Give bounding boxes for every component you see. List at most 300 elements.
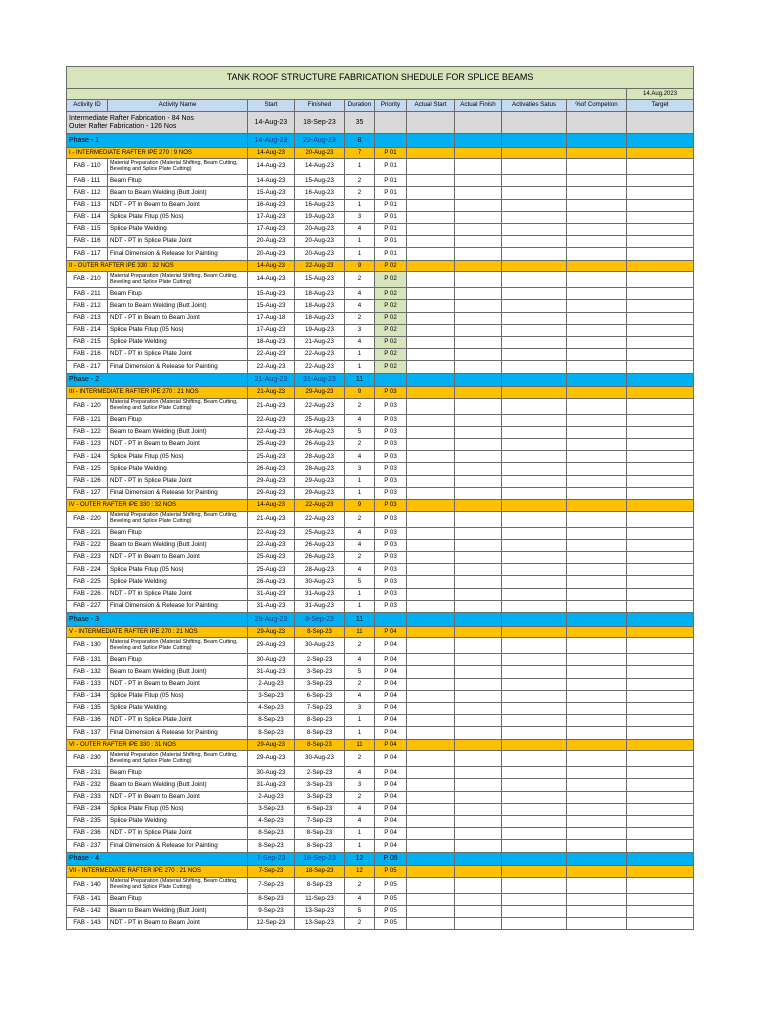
actual-start-cell [407, 426, 455, 438]
activity-start: 2-Aug-23 [248, 678, 295, 690]
activity-duration: 1 [345, 361, 375, 373]
activity-status-cell [502, 387, 567, 399]
activity-id: FAB - 231 [67, 767, 108, 779]
phase-row [67, 373, 694, 387]
activity-id: FAB - 123 [67, 439, 108, 451]
activity-row [67, 600, 694, 612]
target-cell [627, 539, 694, 551]
activity-start: 9-Sep-23 [248, 905, 295, 917]
header-actual-start: Actual Start [407, 100, 455, 112]
activity-row [67, 175, 694, 187]
activity-priority: P 04 [375, 828, 407, 840]
completion-cell [567, 791, 627, 803]
actual-finish-cell [455, 828, 502, 840]
actual-finish-cell [455, 678, 502, 690]
target-cell [627, 414, 694, 426]
actual-finish-cell [455, 398, 502, 414]
actual-finish-cell [455, 349, 502, 361]
activity-priority: P 04 [375, 779, 407, 791]
target-cell [627, 638, 694, 654]
activity-priority: P 05 [375, 877, 407, 893]
phase-priority [375, 613, 407, 627]
activity-finish: 30-Aug-23 [295, 751, 345, 767]
actual-finish-cell [455, 199, 502, 211]
activity-name: Beam Fitup [108, 288, 248, 300]
actual-start-cell [407, 626, 455, 638]
activity-row [67, 564, 694, 576]
actual-start-cell [407, 678, 455, 690]
completion-cell [567, 715, 627, 727]
activity-id: FAB - 134 [67, 690, 108, 702]
target-cell [627, 159, 694, 175]
activity-duration: 2 [345, 638, 375, 654]
activity-status-cell [502, 361, 567, 373]
activity-row [67, 288, 694, 300]
activity-name: NDT - PT in Splice Plate Joint [108, 349, 248, 361]
completion-cell [567, 626, 627, 638]
actual-start-cell [407, 324, 455, 336]
activity-duration: 1 [345, 715, 375, 727]
activity-status-cell [502, 349, 567, 361]
activity-priority: P 05 [375, 918, 407, 930]
target-cell [627, 511, 694, 527]
completion-cell [567, 475, 627, 487]
summary-line-2: Outer Rafter Fabrication - 126 Nos [69, 122, 177, 130]
actual-finish-cell [455, 187, 502, 199]
activity-status-cell [502, 779, 567, 791]
actual-finish-cell [455, 527, 502, 539]
activity-status-cell [502, 866, 567, 878]
activity-name: Beam Fitup [108, 654, 248, 666]
activity-row [67, 475, 694, 487]
target-cell [627, 500, 694, 512]
target-cell [627, 588, 694, 600]
actual-start-cell [407, 803, 455, 815]
actual-start-cell [407, 500, 455, 512]
completion-cell [567, 463, 627, 475]
group-priority: P 04 [375, 739, 407, 751]
actual-finish-cell [455, 511, 502, 527]
activity-row [67, 552, 694, 564]
activity-status-cell [502, 727, 567, 739]
activity-row [67, 779, 694, 791]
activity-start: 25-Aug-23 [248, 439, 295, 451]
activity-row [67, 361, 694, 373]
activity-priority: P 02 [375, 361, 407, 373]
activity-duration: 4 [345, 654, 375, 666]
actual-start-cell [407, 600, 455, 612]
completion-cell [567, 751, 627, 767]
activity-status-cell [502, 426, 567, 438]
group-priority: P 03 [375, 387, 407, 399]
phase-start: 29-Aug-23 [248, 613, 295, 627]
activity-duration: 2 [345, 877, 375, 893]
activity-finish: 30-Aug-23 [295, 576, 345, 588]
activity-priority: P 01 [375, 223, 407, 235]
activity-name: Beam Fitup [108, 527, 248, 539]
activity-row [67, 638, 694, 654]
activity-status-cell [502, 552, 567, 564]
activity-duration: 4 [345, 539, 375, 551]
target-cell [627, 439, 694, 451]
actual-start-cell [407, 828, 455, 840]
summary-cell [627, 112, 694, 134]
activity-finish: 18-Aug-23 [295, 288, 345, 300]
activity-priority: P 01 [375, 236, 407, 248]
activity-status-cell [502, 248, 567, 260]
activity-id: FAB - 230 [67, 751, 108, 767]
activity-name: Splice Plate Fitup (05 Nos) [108, 211, 248, 223]
activity-row [67, 527, 694, 539]
activity-finish: 8-Sep-23 [295, 727, 345, 739]
activity-status-cell [502, 199, 567, 211]
activity-name: Material Preparation (Material Shifting, Beam Cutting, Beveling and Splice Plate Cutting) [108, 272, 248, 288]
completion-cell [567, 613, 627, 627]
activity-status-cell [502, 626, 567, 638]
activity-priority: P 04 [375, 767, 407, 779]
target-cell [627, 727, 694, 739]
actual-start-cell [407, 387, 455, 399]
actual-finish-cell [455, 134, 502, 148]
activity-priority: P 02 [375, 324, 407, 336]
activity-priority: P 04 [375, 791, 407, 803]
completion-cell [567, 815, 627, 827]
activity-id: FAB - 135 [67, 702, 108, 714]
actual-finish-cell [455, 312, 502, 324]
activity-start: 12-Sep-23 [248, 918, 295, 930]
actual-start-cell [407, 767, 455, 779]
activity-start: 30-Aug-23 [248, 767, 295, 779]
actual-finish-cell [455, 852, 502, 866]
completion-cell [567, 552, 627, 564]
activity-id: FAB - 115 [67, 223, 108, 235]
group-duration: 11 [345, 739, 375, 751]
date-spacer [67, 89, 627, 100]
activity-duration: 5 [345, 905, 375, 917]
activity-id: FAB - 125 [67, 463, 108, 475]
activity-priority: P 02 [375, 336, 407, 348]
target-cell [627, 828, 694, 840]
activity-finish: 3-Sep-23 [295, 678, 345, 690]
actual-start-cell [407, 211, 455, 223]
activity-status-cell [502, 613, 567, 627]
activity-start: 2-Aug-23 [248, 791, 295, 803]
activity-name: Beam to Beam Welding (Butt Joint) [108, 905, 248, 917]
activity-row [67, 324, 694, 336]
activity-start: 22-Aug-23 [248, 349, 295, 361]
activity-id: FAB - 127 [67, 487, 108, 499]
activity-start: 21-Aug-23 [248, 398, 295, 414]
header-target: Target [627, 100, 694, 112]
activity-priority: P 04 [375, 715, 407, 727]
activity-duration: 3 [345, 324, 375, 336]
activity-finish: 31-Aug-23 [295, 588, 345, 600]
header-duration: Duration [345, 100, 375, 112]
activity-priority: P 02 [375, 349, 407, 361]
activity-duration: 4 [345, 893, 375, 905]
activity-name: Splice Plate Fitup (05 Nos) [108, 564, 248, 576]
actual-finish-cell [455, 387, 502, 399]
completion-cell [567, 840, 627, 852]
target-cell [627, 815, 694, 827]
activity-name: Beam Fitup [108, 175, 248, 187]
target-cell [627, 451, 694, 463]
activity-name: Final Dimension & Release for Painting [108, 487, 248, 499]
activity-row [67, 349, 694, 361]
activity-name: Beam to Beam Welding (Butt Joint) [108, 539, 248, 551]
completion-cell [567, 398, 627, 414]
activity-duration: 1 [345, 159, 375, 175]
activity-finish: 28-Aug-23 [295, 451, 345, 463]
target-cell [627, 260, 694, 272]
activity-duration: 4 [345, 300, 375, 312]
actual-finish-cell [455, 336, 502, 348]
activity-priority: P 03 [375, 588, 407, 600]
activity-finish: 26-Aug-23 [295, 552, 345, 564]
activity-name: NDT - PT in Beam to Beam Joint [108, 312, 248, 324]
activity-id: FAB - 233 [67, 791, 108, 803]
actual-finish-cell [455, 918, 502, 930]
activity-priority: P 03 [375, 451, 407, 463]
actual-finish-cell [455, 727, 502, 739]
completion-cell [567, 414, 627, 426]
actual-start-cell [407, 300, 455, 312]
activity-name: Splice Plate Welding [108, 702, 248, 714]
activity-priority: P 04 [375, 727, 407, 739]
activity-row [67, 211, 694, 223]
activity-priority: P 03 [375, 576, 407, 588]
actual-finish-cell [455, 439, 502, 451]
actual-start-cell [407, 791, 455, 803]
actual-start-cell [407, 414, 455, 426]
completion-cell [567, 387, 627, 399]
group-start: 14-Aug-23 [248, 260, 295, 272]
activity-finish: 26-Aug-23 [295, 426, 345, 438]
phase-duration: 11 [345, 613, 375, 627]
activity-status-cell [502, 373, 567, 387]
date-row [67, 89, 694, 100]
actual-start-cell [407, 654, 455, 666]
summary-start: 14-Aug-23 [248, 112, 295, 134]
completion-cell [567, 564, 627, 576]
actual-finish-cell [455, 211, 502, 223]
activity-finish: 22-Aug-23 [295, 511, 345, 527]
actual-start-cell [407, 727, 455, 739]
actual-start-cell [407, 487, 455, 499]
activity-row [67, 398, 694, 414]
activity-start: 29-Aug-23 [248, 475, 295, 487]
actual-finish-cell [455, 779, 502, 791]
completion-cell [567, 638, 627, 654]
completion-cell [567, 767, 627, 779]
activity-duration: 1 [345, 199, 375, 211]
activity-duration: 4 [345, 803, 375, 815]
group-duration: 9 [345, 387, 375, 399]
target-cell [627, 300, 694, 312]
activity-row [67, 791, 694, 803]
activity-status-cell [502, 877, 567, 893]
header-row [67, 100, 694, 112]
target-cell [627, 272, 694, 288]
group-start: 7-Sep-23 [248, 866, 295, 878]
activity-id: FAB - 236 [67, 828, 108, 840]
activity-duration: 1 [345, 349, 375, 361]
summary-finish: 18-Sep-23 [295, 112, 345, 134]
activity-finish: 8-Sep-23 [295, 715, 345, 727]
group-duration: 12 [345, 866, 375, 878]
activity-priority: P 03 [375, 487, 407, 499]
actual-start-cell [407, 511, 455, 527]
activity-duration: 2 [345, 175, 375, 187]
activity-duration: 1 [345, 828, 375, 840]
activity-id: FAB - 143 [67, 918, 108, 930]
activity-finish: 22-Aug-23 [295, 349, 345, 361]
activity-id: FAB - 216 [67, 349, 108, 361]
actual-start-cell [407, 739, 455, 751]
activity-duration: 2 [345, 751, 375, 767]
activity-priority: P 03 [375, 398, 407, 414]
activity-name: Splice Plate Welding [108, 223, 248, 235]
activity-id: FAB - 111 [67, 175, 108, 187]
activity-duration: 3 [345, 702, 375, 714]
activity-priority: P 01 [375, 248, 407, 260]
activity-priority: P 03 [375, 600, 407, 612]
actual-finish-cell [455, 791, 502, 803]
activity-id: FAB - 117 [67, 248, 108, 260]
actual-start-cell [407, 877, 455, 893]
activity-id: FAB - 126 [67, 475, 108, 487]
actual-start-cell [407, 260, 455, 272]
activity-status-cell [502, 236, 567, 248]
actual-start-cell [407, 666, 455, 678]
activity-row [67, 223, 694, 235]
actual-start-cell [407, 349, 455, 361]
activity-start: 16-Aug-23 [248, 199, 295, 211]
activity-start: 17-Aug-23 [248, 223, 295, 235]
activity-priority: P 04 [375, 815, 407, 827]
activity-start: 17-Aug-18 [248, 312, 295, 324]
activity-duration: 2 [345, 552, 375, 564]
activity-status-cell [502, 463, 567, 475]
activity-id: FAB - 120 [67, 398, 108, 414]
activity-start: 31-Aug-23 [248, 588, 295, 600]
activity-finish: 25-Aug-23 [295, 414, 345, 426]
completion-cell [567, 539, 627, 551]
activity-duration: 1 [345, 236, 375, 248]
activity-id: FAB - 235 [67, 815, 108, 827]
activity-duration: 2 [345, 187, 375, 199]
activity-status-cell [502, 654, 567, 666]
activity-priority: P 04 [375, 690, 407, 702]
activity-status-cell [502, 564, 567, 576]
activity-start: 8-Sep-23 [248, 727, 295, 739]
phase-name: Phase - 2 [67, 373, 248, 387]
activity-start: 20-Aug-23 [248, 248, 295, 260]
actual-finish-cell [455, 300, 502, 312]
activity-finish: 6-Sep-23 [295, 690, 345, 702]
activity-priority: P 03 [375, 475, 407, 487]
activity-row [67, 840, 694, 852]
activity-status-cell [502, 690, 567, 702]
activity-status-cell [502, 815, 567, 827]
group-name: I - INTERMEDIATE RAFTER IPE 270 : 9 NOS [67, 147, 248, 159]
target-cell [627, 349, 694, 361]
completion-cell [567, 312, 627, 324]
activity-id: FAB - 124 [67, 451, 108, 463]
actual-finish-cell [455, 147, 502, 159]
activity-duration: 1 [345, 840, 375, 852]
activity-id: FAB - 224 [67, 564, 108, 576]
activity-duration: 4 [345, 336, 375, 348]
activity-status-cell [502, 272, 567, 288]
activity-status-cell [502, 147, 567, 159]
activity-duration: 1 [345, 588, 375, 600]
target-cell [627, 564, 694, 576]
activity-name: Splice Plate Welding [108, 463, 248, 475]
activity-id: FAB - 130 [67, 638, 108, 654]
activity-status-cell [502, 223, 567, 235]
activity-id: FAB - 131 [67, 654, 108, 666]
activity-status-cell [502, 739, 567, 751]
completion-cell [567, 272, 627, 288]
target-cell [627, 475, 694, 487]
actual-start-cell [407, 638, 455, 654]
activity-id: FAB - 132 [67, 666, 108, 678]
activity-duration: 5 [345, 666, 375, 678]
activity-status-cell [502, 439, 567, 451]
completion-cell [567, 300, 627, 312]
activity-start: 22-Aug-23 [248, 539, 295, 551]
target-cell [627, 373, 694, 387]
activity-priority: P 04 [375, 803, 407, 815]
activity-finish: 20-Aug-23 [295, 248, 345, 260]
activity-start: 8-Sep-23 [248, 893, 295, 905]
phase-priority [375, 373, 407, 387]
completion-cell [567, 487, 627, 499]
activity-priority: P 04 [375, 638, 407, 654]
activity-status-cell [502, 638, 567, 654]
activity-start: 18-Aug-23 [248, 336, 295, 348]
summary-cell [567, 112, 627, 134]
activity-start: 25-Aug-23 [248, 451, 295, 463]
activity-start: 3-Sep-23 [248, 690, 295, 702]
activity-priority: P 03 [375, 527, 407, 539]
actual-finish-cell [455, 414, 502, 426]
target-cell [627, 426, 694, 438]
activity-start: 8-Sep-23 [248, 840, 295, 852]
activity-priority: P 05 [375, 893, 407, 905]
header-finished: Finished [295, 100, 345, 112]
actual-start-cell [407, 539, 455, 551]
activity-duration: 4 [345, 288, 375, 300]
activity-status-cell [502, 918, 567, 930]
summary-line-1: Intermediate Rafter Fabrication - 84 Nos [69, 115, 194, 123]
activity-name: Splice Plate Fitup (05 Nos) [108, 324, 248, 336]
actual-finish-cell [455, 463, 502, 475]
completion-cell [567, 600, 627, 612]
actual-start-cell [407, 199, 455, 211]
activity-priority: P 04 [375, 840, 407, 852]
activity-row [67, 905, 694, 917]
activity-finish: 31-Aug-23 [295, 600, 345, 612]
group-start: 29-Aug-23 [248, 626, 295, 638]
activity-status-cell [502, 475, 567, 487]
activity-status-cell [502, 336, 567, 348]
activity-id: FAB - 214 [67, 324, 108, 336]
completion-cell [567, 439, 627, 451]
activity-finish: 22-Aug-23 [295, 398, 345, 414]
phase-start: 14-Aug-23 [248, 134, 295, 148]
